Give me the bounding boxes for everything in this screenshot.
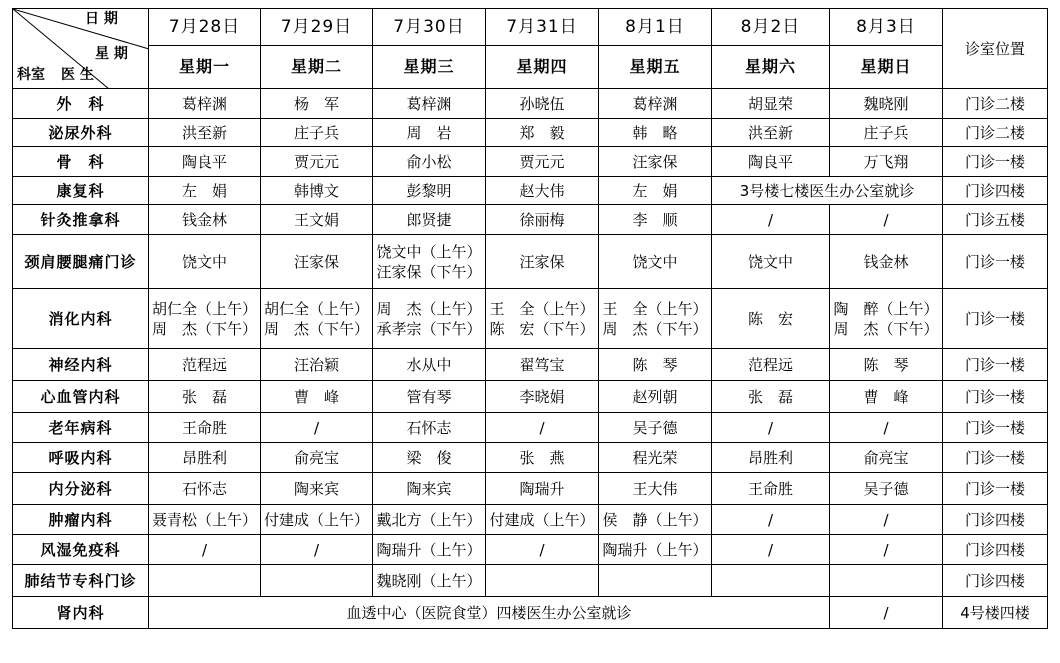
doctor-cell: 洪至新	[712, 119, 830, 147]
doctor-cell: 陶良平	[149, 147, 261, 177]
doctor-cell: /	[486, 535, 599, 565]
clinic-location: 门诊四楼	[943, 565, 1048, 597]
doctor-cell: /	[712, 413, 830, 443]
date-header: 8月3日	[830, 9, 943, 46]
doctor-cell: 王文娟	[261, 205, 373, 235]
doctor-cell: 陶瑞升（上午）	[599, 535, 712, 565]
schedule-row	[13, 381, 1048, 413]
corner-week-label: 星 期	[95, 46, 128, 62]
doctor-cell: 左 娟	[599, 177, 712, 205]
doctor-cell: /	[712, 205, 830, 235]
doctor-cell: 孙晓伍	[486, 89, 599, 119]
date-header: 7月28日	[149, 9, 261, 46]
doctor-cell	[712, 565, 830, 597]
doctor-shift-line: 王 全（上午）	[602, 299, 708, 318]
doctor-cell: 王大伟	[599, 473, 712, 505]
doctor-cell: 汪家保	[486, 235, 599, 289]
doctor-cell: /	[830, 597, 943, 629]
doctor-cell: /	[830, 413, 943, 443]
doctor-cell	[830, 565, 943, 597]
schedule-row	[13, 443, 1048, 473]
doctor-cell: 聂青松（上午）	[149, 505, 261, 535]
schedule-row	[13, 89, 1048, 119]
doctor-cell: 曹 峰	[261, 381, 373, 413]
doctor-shift-line: 王 全（上午）	[489, 299, 595, 318]
doctor-cell: 汪家保	[261, 235, 373, 289]
clinic-location: 门诊一楼	[943, 381, 1048, 413]
doctor-shift-line: 周 杰（上午）	[376, 299, 482, 318]
department-name: 肿瘤内科	[13, 505, 149, 535]
department-name: 外 科	[13, 89, 149, 119]
corner-date-label: 日 期	[85, 11, 118, 27]
department-name: 老年病科	[13, 413, 149, 443]
clinic-location: 门诊一楼	[943, 235, 1048, 289]
doctor-cell: 钱金林	[149, 205, 261, 235]
doctor-cell: 魏晓刚	[830, 89, 943, 119]
department-name: 消化内科	[13, 289, 149, 349]
doctor-cell: 管有琴	[373, 381, 486, 413]
doctor-cell	[373, 289, 486, 349]
department-name: 颈肩腰腿痛门诊	[13, 235, 149, 289]
doctor-cell: 石怀志	[149, 473, 261, 505]
doctor-cell	[261, 565, 373, 597]
doctor-cell: 庄子兵	[261, 119, 373, 147]
merged-note-cell: 3号楼七楼医生办公室就诊	[712, 177, 943, 205]
doctor-cell: /	[830, 205, 943, 235]
doctor-cell: /	[712, 505, 830, 535]
clinic-location: 门诊一楼	[943, 289, 1048, 349]
doctor-cell: /	[486, 413, 599, 443]
department-name: 康复科	[13, 177, 149, 205]
doctor-shift-line: 承孝宗（下午）	[376, 319, 482, 338]
department-name: 针灸推拿科	[13, 205, 149, 235]
doctor-cell: 付建成（上午）	[261, 505, 373, 535]
doctor-cell: 王命胜	[149, 413, 261, 443]
doctor-cell: 李晓娟	[486, 381, 599, 413]
doctor-cell: 葛梓渊	[373, 89, 486, 119]
clinic-location: 门诊四楼	[943, 535, 1048, 565]
department-name: 骨 科	[13, 147, 149, 177]
doctor-cell: 程光荣	[599, 443, 712, 473]
doctor-cell: /	[261, 413, 373, 443]
department-name: 风湿免疫科	[13, 535, 149, 565]
clinic-location: 门诊二楼	[943, 89, 1048, 119]
doctor-cell	[373, 235, 486, 289]
doctor-cell: 张 磊	[149, 381, 261, 413]
doctor-shift-line: 胡仁全（上午）	[263, 299, 369, 318]
doctor-cell: 贾元元	[261, 147, 373, 177]
doctor-shift-line: 周 杰（下午）	[833, 319, 939, 338]
doctor-cell: 葛梓渊	[599, 89, 712, 119]
clinic-location: 门诊一楼	[943, 413, 1048, 443]
doctor-cell: 石怀志	[373, 413, 486, 443]
clinic-location: 门诊一楼	[943, 473, 1048, 505]
doctor-cell: 韩博文	[261, 177, 373, 205]
doctor-cell: 俞亮宝	[830, 443, 943, 473]
doctor-cell: 李 顺	[599, 205, 712, 235]
doctor-cell: 陶良平	[712, 147, 830, 177]
doctor-cell: 昂胜利	[149, 443, 261, 473]
doctor-cell: 水从中	[373, 349, 486, 381]
date-header: 7月29日	[261, 9, 373, 46]
doctor-cell: 陶来宾	[261, 473, 373, 505]
date-header: 8月1日	[599, 9, 712, 46]
date-header: 7月31日	[486, 9, 599, 46]
department-name: 肾内科	[13, 597, 149, 629]
doctor-cell: 付建成（上午）	[486, 505, 599, 535]
doctor-cell: 吴子德	[830, 473, 943, 505]
doctor-shift-line: 汪家保（下午）	[376, 262, 482, 281]
doctor-cell: 范程远	[149, 349, 261, 381]
doctor-cell: 韩 略	[599, 119, 712, 147]
doctor-cell: 俞小松	[373, 147, 486, 177]
doctor-cell: 杨 军	[261, 89, 373, 119]
date-header: 8月2日	[712, 9, 830, 46]
clinic-location: 门诊四楼	[943, 177, 1048, 205]
doctor-cell: 郎贤捷	[373, 205, 486, 235]
schedule-row	[13, 597, 1048, 629]
doctor-cell: 赵大伟	[486, 177, 599, 205]
merged-note-cell: 血透中心（医院食堂）四楼医生办公室就诊	[149, 597, 830, 629]
department-name: 呼吸内科	[13, 443, 149, 473]
doctor-shift-line: 周 杰（下午）	[151, 319, 257, 338]
schedule-row	[13, 147, 1048, 177]
doctor-cell: 陶来宾	[373, 473, 486, 505]
location-header: 诊室位置	[943, 9, 1048, 89]
doctor-cell: 汪家保	[599, 147, 712, 177]
doctor-cell: 贾元元	[486, 147, 599, 177]
department-name: 神经内科	[13, 349, 149, 381]
doctor-shift-line: 陈 宏（下午）	[489, 319, 595, 338]
schedule-row	[13, 235, 1048, 289]
clinic-location: 门诊一楼	[943, 443, 1048, 473]
doctor-cell: 洪至新	[149, 119, 261, 147]
schedule-row	[13, 177, 1048, 205]
weekday-header: 星期六	[712, 46, 830, 89]
doctor-cell	[599, 565, 712, 597]
date-header: 7月30日	[373, 9, 486, 46]
schedule-row	[13, 349, 1048, 381]
clinic-location: 门诊一楼	[943, 349, 1048, 381]
doctor-cell: 王命胜	[712, 473, 830, 505]
weekday-header: 星期三	[373, 46, 486, 89]
doctor-shift-line: 饶文中（上午）	[376, 242, 482, 261]
doctor-cell	[149, 289, 261, 349]
doctor-cell: 陈 琴	[830, 349, 943, 381]
doctor-cell: 左 娟	[149, 177, 261, 205]
department-name: 心血管内科	[13, 381, 149, 413]
schedule-row	[13, 413, 1048, 443]
doctor-cell: 吴子德	[599, 413, 712, 443]
doctor-cell: /	[261, 535, 373, 565]
doctor-cell: /	[149, 535, 261, 565]
doctor-cell	[486, 289, 599, 349]
doctor-cell: 范程远	[712, 349, 830, 381]
doctor-cell: 陈 琴	[599, 349, 712, 381]
doctor-cell: 饶文中	[149, 235, 261, 289]
doctor-cell	[599, 289, 712, 349]
doctor-cell: 陶瑞升	[486, 473, 599, 505]
doctor-cell	[830, 289, 943, 349]
doctor-cell: 张 燕	[486, 443, 599, 473]
doctor-cell: /	[830, 505, 943, 535]
schedule-row	[13, 535, 1048, 565]
doctor-cell: 赵列朝	[599, 381, 712, 413]
doctor-cell	[486, 565, 599, 597]
doctor-cell: 葛梓渊	[149, 89, 261, 119]
doctor-cell: 徐丽梅	[486, 205, 599, 235]
doctor-cell: 郑 毅	[486, 119, 599, 147]
doctor-cell: 胡显荣	[712, 89, 830, 119]
corner-doctor-label: 医 生	[61, 67, 94, 83]
doctor-cell: 张 磊	[712, 381, 830, 413]
clinic-location: 门诊二楼	[943, 119, 1048, 147]
doctor-cell: 饶文中	[599, 235, 712, 289]
weekday-header: 星期二	[261, 46, 373, 89]
clinic-location: 门诊四楼	[943, 505, 1048, 535]
doctor-shift-line: 周 杰（下午）	[602, 319, 708, 338]
doctor-cell: 周 岩	[373, 119, 486, 147]
doctor-cell: 侯 静（上午）	[599, 505, 712, 535]
duty-schedule-table	[12, 8, 1048, 629]
clinic-location: 门诊五楼	[943, 205, 1048, 235]
doctor-cell	[149, 565, 261, 597]
doctor-cell: 梁 俊	[373, 443, 486, 473]
doctor-cell: /	[830, 535, 943, 565]
schedule-row	[13, 289, 1048, 349]
doctor-cell: 俞亮宝	[261, 443, 373, 473]
schedule-row	[13, 473, 1048, 505]
clinic-location: 4号楼四楼	[943, 597, 1048, 629]
weekday-header: 星期五	[599, 46, 712, 89]
doctor-cell: 庄子兵	[830, 119, 943, 147]
doctor-cell: 曹 峰	[830, 381, 943, 413]
doctor-cell: 陶瑞升（上午）	[373, 535, 486, 565]
department-name: 肺结节专科门诊	[13, 565, 149, 597]
doctor-cell	[261, 289, 373, 349]
doctor-cell: /	[712, 535, 830, 565]
weekday-header: 星期四	[486, 46, 599, 89]
doctor-cell: 万飞翔	[830, 147, 943, 177]
doctor-cell: 钱金林	[830, 235, 943, 289]
department-name: 泌尿外科	[13, 119, 149, 147]
doctor-cell: 魏晓刚（上午）	[373, 565, 486, 597]
doctor-cell: 彭黎明	[373, 177, 486, 205]
doctor-cell: 昂胜利	[712, 443, 830, 473]
schedule-row	[13, 119, 1048, 147]
doctor-shift-line: 陶 醉（上午）	[833, 299, 939, 318]
corner-header-cell	[13, 9, 149, 89]
doctor-cell: 戴北方（上午）	[373, 505, 486, 535]
doctor-shift-line: 周 杰（下午）	[263, 319, 369, 338]
doctor-cell: 饶文中	[712, 235, 830, 289]
schedule-row	[13, 565, 1048, 597]
weekday-header: 星期一	[149, 46, 261, 89]
schedule-row	[13, 505, 1048, 535]
weekday-header: 星期日	[830, 46, 943, 89]
corner-dept-label: 科室	[17, 67, 45, 83]
doctor-cell: 翟笃宝	[486, 349, 599, 381]
doctor-cell: 汪治颖	[261, 349, 373, 381]
schedule-row	[13, 205, 1048, 235]
doctor-shift-line: 胡仁全（上午）	[151, 299, 257, 318]
clinic-location: 门诊一楼	[943, 147, 1048, 177]
department-name: 内分泌科	[13, 473, 149, 505]
doctor-cell: 陈 宏	[712, 289, 830, 349]
